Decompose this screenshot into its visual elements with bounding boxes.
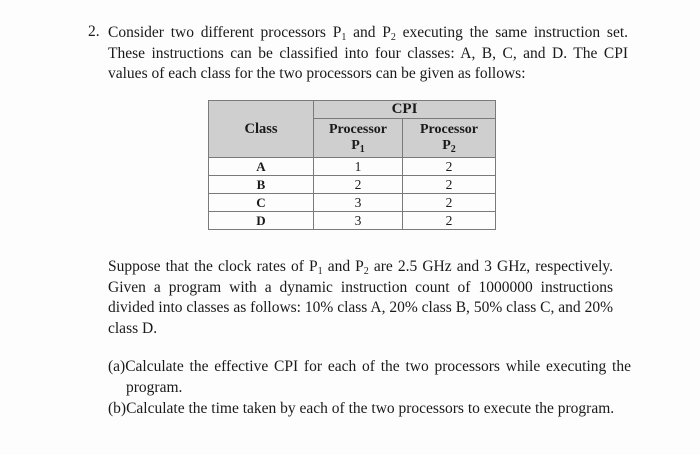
row-class-label: C xyxy=(209,194,314,212)
row-p1-cpi: 3 xyxy=(314,194,403,212)
row-p2-cpi: 2 xyxy=(403,212,496,230)
class-column-header: Class xyxy=(209,101,314,158)
row-class-label: D xyxy=(209,212,314,230)
table-row xyxy=(209,158,496,176)
row-p2-cpi: 2 xyxy=(403,158,496,176)
question-number: 2. xyxy=(88,23,100,40)
table-row xyxy=(209,194,496,212)
subquestion-b-text: Calculate the time taken by each of the two processors to execute the program. xyxy=(126,400,615,417)
processor-2-header: Processor $P_2$ xyxy=(403,119,496,158)
table-row xyxy=(209,212,496,230)
cpi-group-header: CPI xyxy=(314,101,496,119)
row-class-label: B xyxy=(209,176,314,194)
question-scenario: Suppose that the clock rates of $P_1$ and $P_2$ are 2.5 GHz and 3 GHz, respectively. Given a program with a dynamic instruction count of 1000000 instructions divided into classes as follows: 10% class A, 20% class B, 50% class C, and 20% class D. xyxy=(108,258,614,337)
row-p1-cpi: 3 xyxy=(314,212,403,230)
row-p2-cpi: 2 xyxy=(403,194,496,212)
question-intro: Consider two different processors $P_1$ and $P_2$ executing the same instruction set. These instructions can be classified into four classes: A, B, C, and D. The CPI values of each class for the two processors can be given as follows: xyxy=(108,24,629,82)
row-class-label: A xyxy=(209,158,314,176)
subquestion-a xyxy=(108,356,631,398)
table-row xyxy=(209,176,496,194)
subquestion-b-label: (b) xyxy=(108,400,127,417)
processor-1-header: Processor $P_1$ xyxy=(314,119,403,158)
row-p1-cpi: 2 xyxy=(314,176,403,194)
subquestion-a-text: Calculate the effective CPI for each of the two processors while executing the program. xyxy=(125,358,631,396)
cpi-table xyxy=(208,100,496,230)
subquestion-b xyxy=(108,398,631,419)
row-p1-cpi: 1 xyxy=(314,158,403,176)
row-p2-cpi: 2 xyxy=(403,176,496,194)
subquestion-a-label: (a) xyxy=(108,358,126,375)
